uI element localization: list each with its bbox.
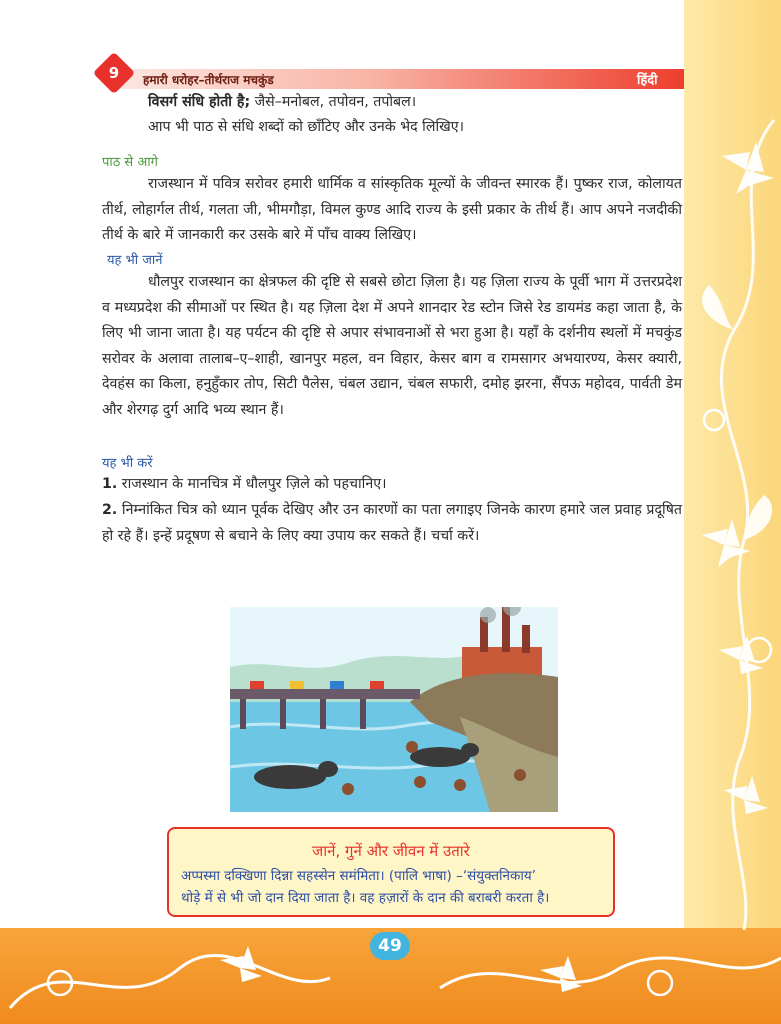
- quote-line-1: अप्पस्मा दक्खिणा दिन्ना सहस्सेन समंमिता। (पालि भाषा) –‘संयुक्तनिकाय’: [181, 868, 537, 884]
- section-heading-yah-bhi-jaane: यह भी जानें: [107, 253, 163, 268]
- intro-line-2: आप भी पाठ से संधि शब्दों को छाँटिए और उनके भेद लिखिए।: [148, 119, 464, 135]
- section-heading-yah-bhi-karen: यह भी करें: [102, 456, 153, 471]
- activity-item-1-number: 1.: [102, 476, 118, 492]
- quote-line-2: थोड़े में से भी जो दान दिया जाता है। वह हज़ारों के दान की बराबरी करता है।: [181, 890, 550, 906]
- activity-item-1: [102, 472, 682, 498]
- floral-vine-decoration: [684, 0, 781, 930]
- section-aage-paragraph: राजस्थान में पवित्र सरोवर हमारी धार्मिक व सांस्कृतिक मूल्यों के जीवन्त स्मारक हैं। पुष्कर राज, कोलायत तीर्थ, लोहार्गल तीर्थ, गलता जी, भीमगौड़ा, विमल कुण्ड आदि राज्य के इसी प्रकार के तीर्थ हैं। आप अपने नजदीकी तीर्थ के बारे में जानकारी कर उसके बारे में पाँच वाक्य लिखिए।: [102, 176, 682, 244]
- quote-box-title: जानें, गुनें और जीवन में उतारे: [312, 842, 470, 860]
- page-number: 49: [370, 932, 410, 960]
- flower-decoration: [722, 142, 774, 194]
- activity-item-1-text: राजस्थान के मानचित्र में धौलपुर ज़िले को पहचानिए।: [117, 476, 387, 492]
- activity-item-2-number: 2.: [102, 502, 118, 518]
- section-jaane-paragraph: धौलपुर राजस्थान का क्षेत्रफल की दृष्टि से सबसे छोटा ज़िला है। यह ज़िला राज्य के पूर्वी भाग में उत्तरप्रदेश व मध्यप्रदेश की सीमाओं पर स्थित है। यह ज़िला देश में अपने शानदार रेड स्टोन जिसे रेड डायमंड कहा जाता है, के लिए भी जाना जाता है। यह पर्यटन की दृष्टि से अपार संभावनाओं से भरा हुआ है। यहाँ के दर्शनीय स्थलों में मचकुंड सरोवर के अलावा तालाब–ए–शाही, खानपुर महल, वन विहार, केसर बाग व रामसागर अभयारण्य, केसर क्यारी, देवहंस का किला, हनुहुँकार तोप, सिटी पैलेस, चंबल उद्यान, चंबल सफारी, दमोह झरना, सैंपऊ महोदव, पार्वती डेम और शेरगढ़ दुर्ग आदि भव्य स्थान हैं।: [102, 274, 682, 418]
- activity-item-2-text: निम्नांकित चित्र को ध्यान पूर्वक देखिए और उन कारणों का पता लगाइए जिनके कारण हमारे जल प्रवाह प्रदूषित हो रहे हैं। इन्हें प्रदूषण से बचाने के लिए क्या उपाय कर सकते हैं। चर्चा करें।: [102, 502, 682, 544]
- chapter-number: 9: [108, 64, 120, 82]
- intro-line-1: [148, 90, 416, 115]
- quote-box: [167, 827, 615, 917]
- subject-label: हिंदी: [637, 73, 658, 88]
- polluted-river-illustration: [230, 607, 558, 812]
- intro-line-1-rest: जैसे–मनोबल, तपोवन, तपोबल।: [250, 94, 417, 110]
- intro-line-1-bold: विसर्ग संधि होती है;: [148, 94, 251, 110]
- chapter-title: हमारी धरोहर–तीर्थराज मचकुंड: [143, 73, 274, 87]
- section-heading-path-se-aage: पाठ से आगे: [102, 155, 158, 170]
- activity-item-2: [102, 498, 682, 549]
